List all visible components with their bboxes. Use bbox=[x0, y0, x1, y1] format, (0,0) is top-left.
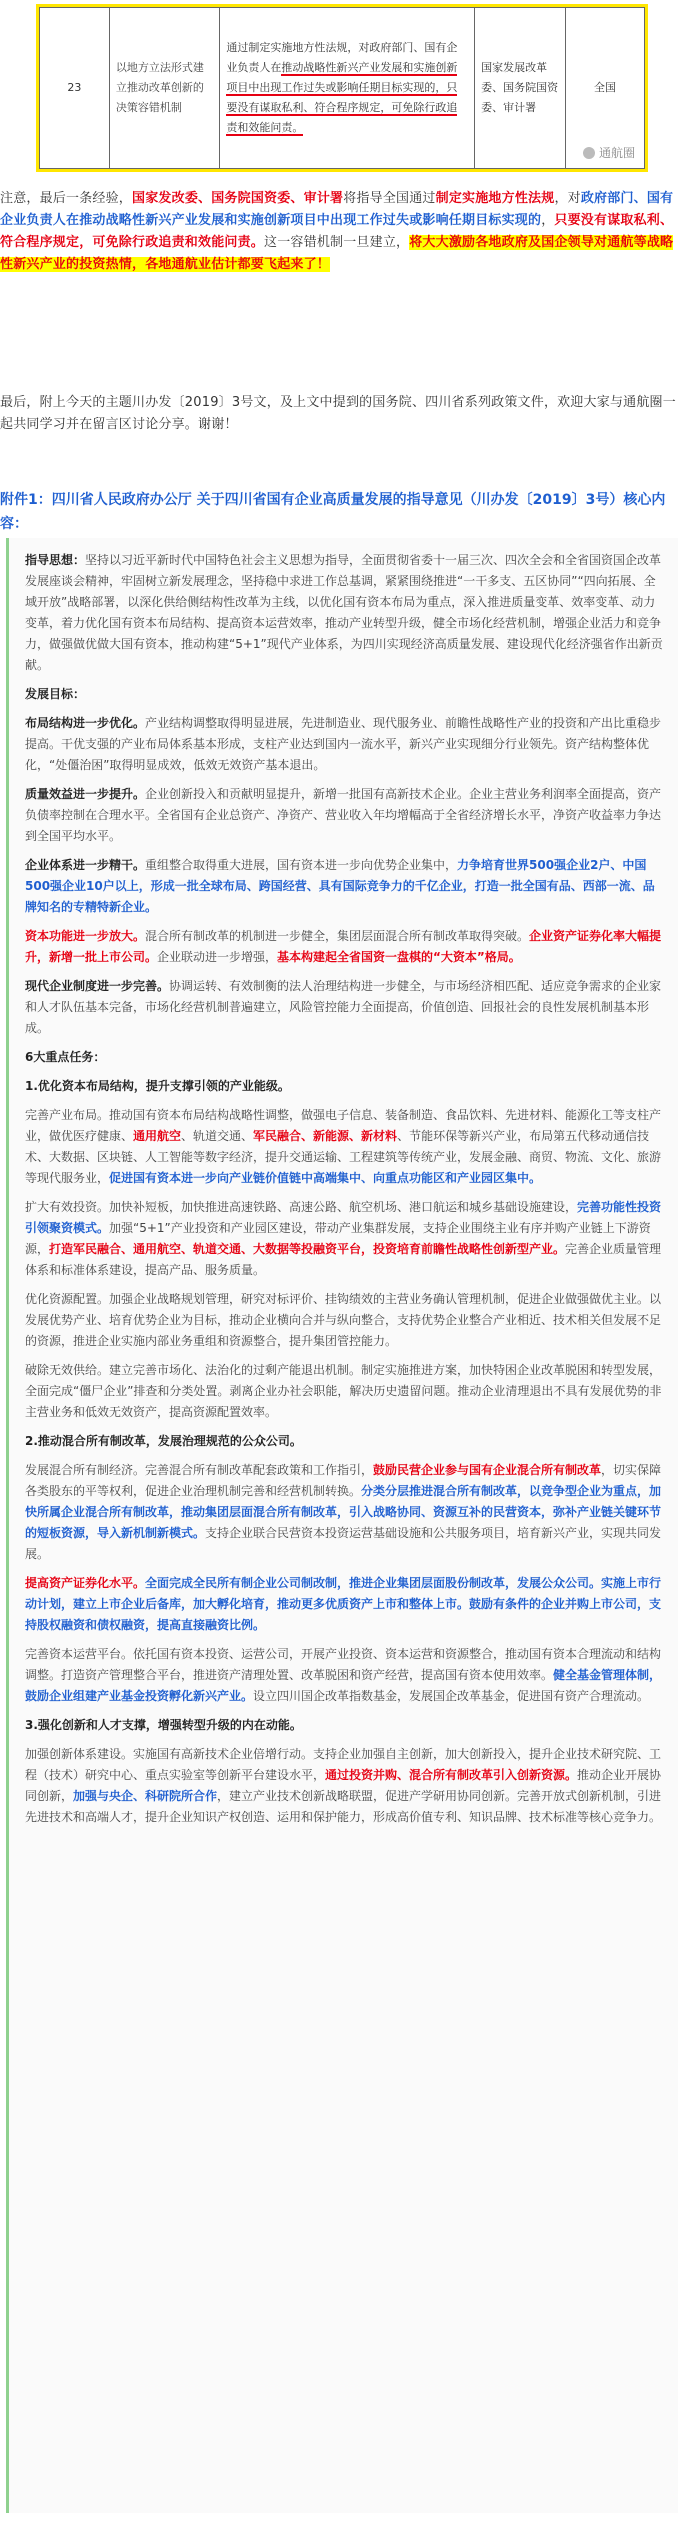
task-1-heading: 1.优化资本布局结构，提升支撑引领的产业能级。 bbox=[25, 1079, 290, 1093]
task-1-para-3: 优化资源配置。加强企业战略规划管理，研究对标评价、挂钩绩效的主营业务确认管理机制，促进企业做强做优主业。以发展优势产业、培育优势企业为目标，推动企业横向合并与纵向整合，支持优势企业整合产业相近、技术相关但发展不足的资源，推进企业实施内部业务重组和资源整合，提升集团管控能力。 bbox=[25, 1292, 662, 1348]
task-1-p1-blue: 促进国有资本进一步向产业链价值链中高端集中、向重点功能区和产业园区集中。 bbox=[109, 1171, 542, 1185]
task-2-heading: 2.推动混合所有制改革，发展治理规范的公众公司。 bbox=[25, 1434, 302, 1448]
goals-heading: 发展目标： bbox=[25, 687, 86, 701]
goal-2 bbox=[25, 784, 666, 847]
note-red-3: 只要没有谋取私利、符合程序规定，可免除行政追责和效能问责。 bbox=[0, 213, 674, 250]
note-text-1: 注意，最后一条经验， bbox=[0, 191, 133, 206]
goal-3 bbox=[25, 855, 666, 918]
goal-4 bbox=[25, 926, 666, 968]
note-text-3: ，对 bbox=[554, 191, 581, 206]
row-body-plain: 通过制定实施地方性法规，对政府部门、国有企业负责人在 bbox=[226, 41, 458, 74]
goal-1 bbox=[25, 713, 666, 776]
goal-3-highlight: 力争培育世界500强企业2户、中国500强企业10户以上，形成一批全球布局、跨国经营、具有国际竞争力的千亿企业，打造一批全国有品、西部一流、品牌知名的专精特新企业。 bbox=[25, 858, 655, 914]
task-3-p1-text-b: 推动企业开展协同创新， bbox=[25, 1768, 662, 1803]
task-2-p1-text-b: ，切实保障各类股东的平等权利，促进企业治理机制完善和经营机制转换。 bbox=[25, 1463, 662, 1498]
task-2-para-1 bbox=[25, 1460, 666, 1565]
watermark-logo-icon bbox=[583, 147, 595, 159]
task-3-p1-red: 通过投资并购、混合所有制改革引入创新资源。 bbox=[325, 1768, 578, 1782]
task-1-p2-red: 打造军民融合、通用航空、轨道交通、大数据等投融资平台，投资培育前瞻性战略性创新型产业。 bbox=[49, 1242, 566, 1256]
watermark bbox=[583, 144, 635, 161]
goal-3-label: 企业体系进一步精干。 bbox=[25, 858, 146, 872]
task-2-p3-text-a: 完善资本运营平台。依托国有资本投资、运营公司，开展产业投资、资本运营和资源整合，推动国有资本合理流动和结构调整。打造资产管理整合平台，推进资产清理处置、改革脱困和资产经营，提高国有资本使用效率。 bbox=[25, 1647, 662, 1682]
policy-table-grid bbox=[39, 7, 645, 169]
goal-2-text: 企业创新投入和贡献明显提升，新增一批国有高新技术企业。企业主营业务利润率全面提高，资产负债率控制在合理水平。全省国有企业总资产、净资产、营业收入年均增幅高于全省经济增长水平，净资产收益率力争达到全国平均水平。 bbox=[25, 787, 662, 843]
row-body-highlight: 推动战略性新兴产业发展和实施创新项目中出现工作过失或影响任期目标实现的，只要没有谋取私利、符合程序规定，可免除行政追责和效能问责。 bbox=[226, 61, 458, 134]
task-3-para-1 bbox=[25, 1744, 666, 1828]
task-3-p1-text-c: ，建立产业技术创新战略联盟，促进产学研用协同创新。完善开放式创新机制，引进先进技术和高端人才，提升企业知识产权创造、运用和保护能力，形成高价值专利、知识品牌、技术标准等核心竞争力。 bbox=[25, 1789, 662, 1824]
task-1-p1-text-c: 、节能环保等新兴产业，布局第五代移动通信技术、大数据、区块链、人工智能等数字经济，提升交通运输、工程建筑等传统产业，发展金融、商贸、物流、文化、旅游等现代服务业， bbox=[25, 1129, 662, 1185]
row-scope: 全国 bbox=[566, 8, 645, 169]
task-3-heading: 3.强化创新和人才支撑，增强转型升级的内在动能。 bbox=[25, 1718, 302, 1732]
goal-2-label: 质量效益进一步提升。 bbox=[25, 787, 146, 801]
task-1-p2-text-a: 扩大有效投资。加快补短板，加快推进高速铁路、高速公路、航空机场、港口航运和城乡基础设施建设， bbox=[25, 1200, 578, 1214]
note-text-4: ， bbox=[541, 213, 555, 228]
table-row bbox=[40, 8, 645, 169]
task-3-p1-blue: 加强与央企、科研院所合作 bbox=[73, 1789, 218, 1803]
task-2-p1-text-c: 支持企业联合民营资本投资运营基础设施和公共服务项目，培育新兴产业，实现共同发展。 bbox=[25, 1526, 662, 1561]
task-1-p2-blue: 完善功能性投资引领聚资模式。 bbox=[25, 1200, 662, 1235]
task-3-p1-text-a: 加强创新体系建设。实施国有高新技术企业倍增行动。支持企业加强自主创新，加大创新投入，提升企业技术研究院、工程（技术）研究中心、重点实验室等创新平台建设水平， bbox=[25, 1747, 662, 1782]
goal-1-text: 产业结构调整取得明显进展，先进制造业、现代服务业、前瞻性战略性产业的投资和产出比重稳步提高。干优支强的产业布局体系基本形成，支柱产业达到国内一流水平，新兴产业实现细分行业领先。资产结构整体优化，“处僵治困”取得明显成效，低效无效资产基本退出。 bbox=[25, 716, 662, 772]
task-1-para-2 bbox=[25, 1197, 666, 1281]
task-2-p3-blue: 健全基金管理体制，鼓励企业组建产业基金投资孵化新兴产业。 bbox=[25, 1668, 662, 1703]
note-red-2: 制定实施地方性法规 bbox=[435, 191, 555, 206]
task-2-para-3 bbox=[25, 1644, 666, 1707]
row-body bbox=[220, 8, 475, 169]
task-2-p2-red: 提高资产证券化水平。 bbox=[25, 1576, 146, 1590]
task-1-p1-text-a: 完善产业布局。推动国有资本布局结构战略性调整，做强电子信息、装备制造、食品饮料、先进材料、能源化工等支柱产业，做优医疗健康、 bbox=[25, 1108, 662, 1143]
goal-5-label: 现代企业制度进一步完善。 bbox=[25, 979, 170, 993]
task-2-p3-text-c: 设立四川国企改革指数基金，发展国企改革基金，促进国有资产合理流动。 bbox=[253, 1689, 650, 1703]
row-organization: 国家发展改革委、国务院国资委、审计署 bbox=[475, 8, 566, 169]
task-1-para-1 bbox=[25, 1105, 666, 1189]
task-1-p1-text-b: 、轨道交通、 bbox=[181, 1129, 254, 1143]
policy-table bbox=[36, 4, 648, 172]
note-text-5: 这一容错机制一旦建立， bbox=[264, 235, 410, 250]
note-paragraph bbox=[0, 188, 686, 276]
task-1-para-4: 破除无效供给。建立完善市场化、法治化的过剩产能退出机制。制定实施推进方案，加快特困企业改革脱困和转型发展，全面完成“僵尸企业”排查和分类处置。剥离企业办社会职能，解决历史遗留问题。推动企业清理退出不具有发展优势的非主营业务和低效无效资产，提高资源配置效率。 bbox=[25, 1363, 662, 1419]
note-red-1: 国家发改委、国务院国资委、审计署 bbox=[132, 191, 344, 206]
guiding-paragraph bbox=[25, 550, 666, 676]
goal-4-red-2: 基本构建起全省国资一盘棋的“大资本”格局。 bbox=[277, 950, 521, 964]
task-1-p1-red-b: 军民融合、新能源、新材料 bbox=[253, 1129, 398, 1143]
goal-5-text: 协调运转、有效制衡的法人治理结构进一步健全，与市场经济相匹配、适应竞争需求的企业家和人才队伍基本完备，市场化经营机制普遍建立，风险管控能力全面提高，价值创造、回报社会的良性发展机制基本形成。 bbox=[25, 979, 662, 1035]
task-2-p2-blue: 全面完成全民所有制企业公司制改制，推进企业集团层面股份制改革，发展公众公司。实施上市行动计划，建立上市企业后备库，加大孵化培育，推动更多优质资产上市和整体上市。鼓励有条件的企业并购上市公司，支持股权融资和债权融资，提高直接融资比例。 bbox=[25, 1576, 662, 1632]
note-highlight: 将大大激励各地政府及国企领导对通航等战略性新兴产业的投资热情，各地通航业估计都要飞起来了！ bbox=[0, 235, 674, 272]
task-1-p2-text-d: 完善企业质量管理体系和标准体系建设，提高产品、服务质量。 bbox=[25, 1242, 662, 1277]
goal-4-text-1: 混合所有制改革的机制进一步健全，集团层面混合所有制改革取得突破。 bbox=[145, 929, 530, 943]
row-number: 23 bbox=[40, 8, 110, 169]
note-text-2: 将指导全国通过 bbox=[343, 191, 436, 206]
task-1-p2-text-c: 加强“5+1”产业投资和产业园区建设，带动产业集群发展，支持企业围绕主业有序并购产业链上下游资源， bbox=[25, 1221, 651, 1256]
note-blue-1: 政府部门、国有企业负责人在推动战略性新兴产业发展和实施创新项目中出现工作过失或影响任期目标实现的 bbox=[0, 191, 674, 228]
row-title: 以地方立法形式建立推动改革创新的决策容错机制 bbox=[109, 8, 220, 169]
goal-4-label: 资本功能进一步放大。 bbox=[25, 929, 146, 943]
goal-4-text-2: 企业联动进一步增强， bbox=[157, 950, 278, 964]
task-1-p1-red-a: 通用航空 bbox=[133, 1129, 182, 1143]
guiding-text: 坚持以习近平新时代中国特色社会主义思想为指导，全面贯彻省委十一届三次、四次全会和全省国资国企改革发展座谈会精神，牢固树立新发展理念，坚持稳中求进工作总基调，紧紧围绕推进“一干多支、五区协同”“四向拓展、全域开放”战略部署，以深化供给侧结构性改革为主线，以优化国有资本布局为重点，深入推进质量变革、效率变革、动力变革，着力优化国有资本布局结构、提高资本运营效率，推动产业转型升级，健全市场化经营机制，增强企业活力和竞争力，做强做优做大国有资本，推动构建“5+1”现代产业体系，为四川实现经济高质量发展、建设现代化经济强省作出新贡献。 bbox=[25, 553, 663, 672]
attachment-content bbox=[6, 538, 678, 2513]
task-2-para-2 bbox=[25, 1573, 666, 1636]
task-2-p1-blue: 分类分层推进混合所有制改革，以竞争型企业为重点，加快所属企业混合所有制改革，推动集团层面混合所有制改革，引入战略协同、资源互补的民营资本，弥补产业链关键环节的短板资源，导入新机制新模式。 bbox=[25, 1484, 662, 1540]
goal-1-label: 布局结构进一步优化。 bbox=[25, 716, 146, 730]
goal-5 bbox=[25, 976, 666, 1039]
watermark-text: 通航圈 bbox=[598, 146, 635, 160]
closing-text: 最后，附上今天的主题川办发〔2019〕3号文，及上文中提到的国务院、四川省系列政策文件，欢迎大家与通航圈一起共同学习并在留言区讨论分享。谢谢！ bbox=[0, 395, 676, 432]
guiding-label: 指导思想： bbox=[25, 553, 86, 567]
goal-4-red-1: 企业资产证券化率大幅提升，新增一批上市公司。 bbox=[25, 929, 662, 964]
attachment-title: 附件1：四川省人民政府办公厅 关于四川省国有企业高质量发展的指导意见（川办发〔2019〕3号）核心内容： bbox=[0, 492, 666, 532]
task-2-p1-text-a: 发展混合所有制经济。完善混合所有制改革配套政策和工作指引， bbox=[25, 1463, 374, 1477]
task-2-p1-red: 鼓励民营企业参与国有企业混合所有制改革 bbox=[373, 1463, 602, 1477]
goal-3-text: 重组整合取得重大进展，国有资本进一步向优势企业集中， bbox=[145, 858, 458, 872]
closing-paragraph bbox=[0, 392, 686, 436]
tasks-heading: 6大重点任务： bbox=[25, 1050, 106, 1064]
